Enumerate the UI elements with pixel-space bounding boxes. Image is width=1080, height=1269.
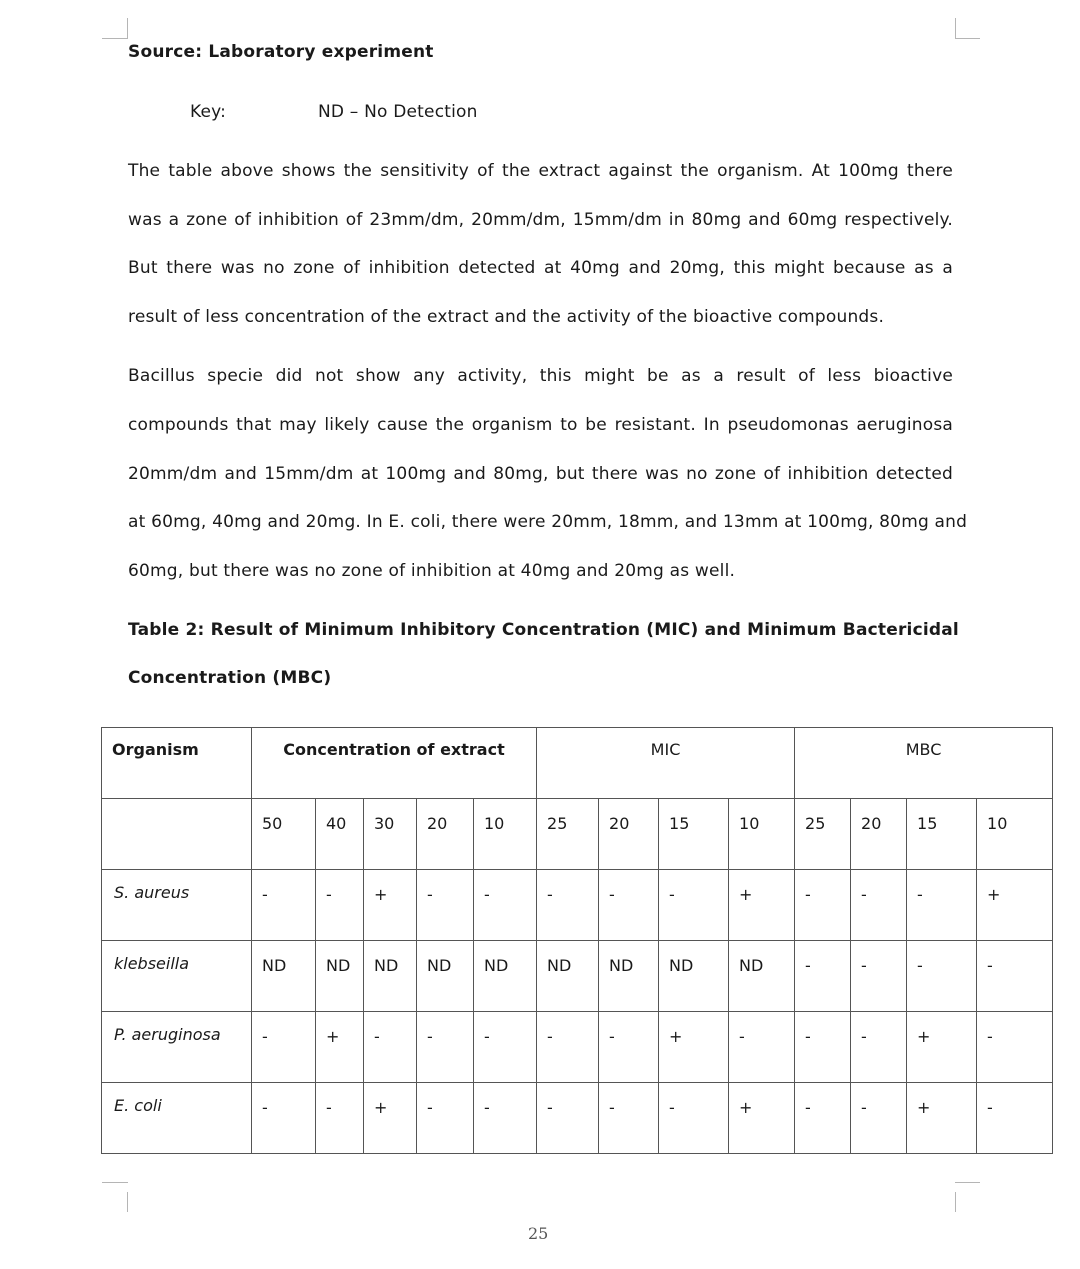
crop-mark-bottom-right-h: [955, 1182, 980, 1183]
result-cell: -: [977, 1083, 1053, 1154]
result-cell: ND: [316, 941, 364, 1012]
paragraph-1-line: But there was no zone of inhibition detected at 40mg and 20mg, this might because as a: [128, 258, 953, 278]
result-cell: -: [474, 870, 537, 941]
result-cell: -: [795, 1083, 851, 1154]
result-cell: -: [795, 941, 851, 1012]
table-caption-line: Concentration (MBC): [128, 668, 332, 688]
result-cell: ND: [599, 941, 659, 1012]
key-label: Key:: [190, 102, 227, 122]
crop-mark-bottom-left-v: [127, 1192, 128, 1212]
table-row-klebseilla: [102, 941, 1053, 1012]
paragraph-2-line: at 60mg, 40mg and 20mg. In E. coli, there were 20mm, 18mm, and 13mm at 100mg, 80mg and: [128, 512, 968, 532]
result-cell: -: [907, 941, 977, 1012]
result-cell: +: [364, 1083, 417, 1154]
result-cell: +: [729, 1083, 795, 1154]
mic-mbc-table: [101, 727, 1053, 1154]
key-value: ND – No Detection: [318, 102, 478, 122]
subheader-empty-cell: [102, 799, 252, 870]
subheader-cell: 20: [417, 799, 474, 870]
paragraph-2-line: 20mm/dm and 15mm/dm at 100mg and 80mg, but there was no zone of inhibition detected: [128, 464, 953, 484]
result-cell: -: [252, 1012, 316, 1083]
table-header-row: [102, 728, 1053, 799]
result-cell: -: [474, 1012, 537, 1083]
result-cell: -: [977, 941, 1053, 1012]
subheader-cell: 40: [316, 799, 364, 870]
result-cell: -: [417, 870, 474, 941]
result-cell: ND: [537, 941, 599, 1012]
result-cell: -: [537, 1012, 599, 1083]
table-row-e-coli: [102, 1083, 1053, 1154]
result-cell: -: [474, 1083, 537, 1154]
subheader-cell: 25: [537, 799, 599, 870]
result-cell: -: [599, 870, 659, 941]
subheader-cell: 15: [659, 799, 729, 870]
subheader-cell: 20: [599, 799, 659, 870]
result-cell: -: [316, 1083, 364, 1154]
result-cell: -: [316, 870, 364, 941]
header-organism: Organism: [102, 728, 252, 799]
paragraph-2-line: compounds that may likely cause the organism to be resistant. In pseudomonas aeruginosa: [128, 415, 953, 435]
header-concentration: Concentration of extract: [252, 728, 537, 799]
subheader-cell: 50: [252, 799, 316, 870]
header-mbc: MBC: [795, 728, 1053, 799]
result-cell: -: [417, 1083, 474, 1154]
page-number: 25: [528, 1224, 549, 1243]
table-row-p-aeruginosa: [102, 1012, 1053, 1083]
paragraph-1-line: was a zone of inhibition of 23mm/dm, 20mm/dm, 15mm/dm in 80mg and 60mg respectively.: [128, 210, 953, 230]
table-caption-line: Table 2: Result of Minimum Inhibitory Concentration (MIC) and Minimum Bactericidal: [128, 620, 959, 640]
paragraph-2-line: 60mg, but there was no zone of inhibition at 40mg and 20mg as well.: [128, 561, 736, 581]
subheader-cell: 10: [977, 799, 1053, 870]
result-cell: +: [729, 870, 795, 941]
subheader-cell: 10: [474, 799, 537, 870]
result-cell: -: [417, 1012, 474, 1083]
table-subheader-row: [102, 799, 1053, 870]
paragraph-1-line: result of less concentration of the extract and the activity of the bioactive compounds.: [128, 307, 885, 327]
result-cell: -: [599, 1012, 659, 1083]
result-cell: -: [851, 1012, 907, 1083]
crop-mark-top-right-h: [955, 38, 980, 39]
result-cell: ND: [729, 941, 795, 1012]
organism-name: klebseilla: [102, 941, 252, 1012]
result-cell: +: [364, 870, 417, 941]
result-cell: +: [907, 1012, 977, 1083]
result-cell: -: [537, 1083, 599, 1154]
crop-mark-top-left-v: [127, 18, 128, 38]
result-cell: ND: [659, 941, 729, 1012]
crop-mark-bottom-right-v: [955, 1192, 956, 1212]
result-cell: -: [907, 870, 977, 941]
result-cell: -: [537, 870, 599, 941]
paragraph-2-line: Bacillus specie did not show any activity, this might be as a result of less bioactive: [128, 366, 953, 386]
table-row-s-aureus: [102, 870, 1053, 941]
subheader-cell: 25: [795, 799, 851, 870]
result-cell: -: [851, 941, 907, 1012]
result-cell: -: [977, 1012, 1053, 1083]
result-cell: -: [851, 870, 907, 941]
organism-name: P. aeruginosa: [102, 1012, 252, 1083]
result-cell: -: [729, 1012, 795, 1083]
subheader-cell: 10: [729, 799, 795, 870]
subheader-cell: 20: [851, 799, 907, 870]
result-cell: -: [659, 870, 729, 941]
result-cell: ND: [474, 941, 537, 1012]
result-cell: ND: [364, 941, 417, 1012]
result-cell: ND: [252, 941, 316, 1012]
result-cell: +: [316, 1012, 364, 1083]
result-cell: +: [977, 870, 1053, 941]
result-cell: -: [659, 1083, 729, 1154]
result-cell: -: [364, 1012, 417, 1083]
result-cell: -: [599, 1083, 659, 1154]
crop-mark-top-left-h: [102, 38, 128, 39]
subheader-cell: 15: [907, 799, 977, 870]
result-cell: +: [659, 1012, 729, 1083]
result-cell: ND: [417, 941, 474, 1012]
result-cell: -: [795, 1012, 851, 1083]
source-line: Source: Laboratory experiment: [128, 42, 434, 62]
result-cell: -: [252, 870, 316, 941]
organism-name: S. aureus: [102, 870, 252, 941]
result-cell: -: [795, 870, 851, 941]
header-mic: MIC: [537, 728, 795, 799]
crop-mark-bottom-left-h: [102, 1182, 128, 1183]
result-cell: +: [907, 1083, 977, 1154]
organism-name: E. coli: [102, 1083, 252, 1154]
result-cell: -: [851, 1083, 907, 1154]
paragraph-1-line: The table above shows the sensitivity of the extract against the organism. At 100mg there: [128, 161, 953, 181]
result-cell: -: [252, 1083, 316, 1154]
crop-mark-top-right-v: [955, 18, 956, 38]
subheader-cell: 30: [364, 799, 417, 870]
